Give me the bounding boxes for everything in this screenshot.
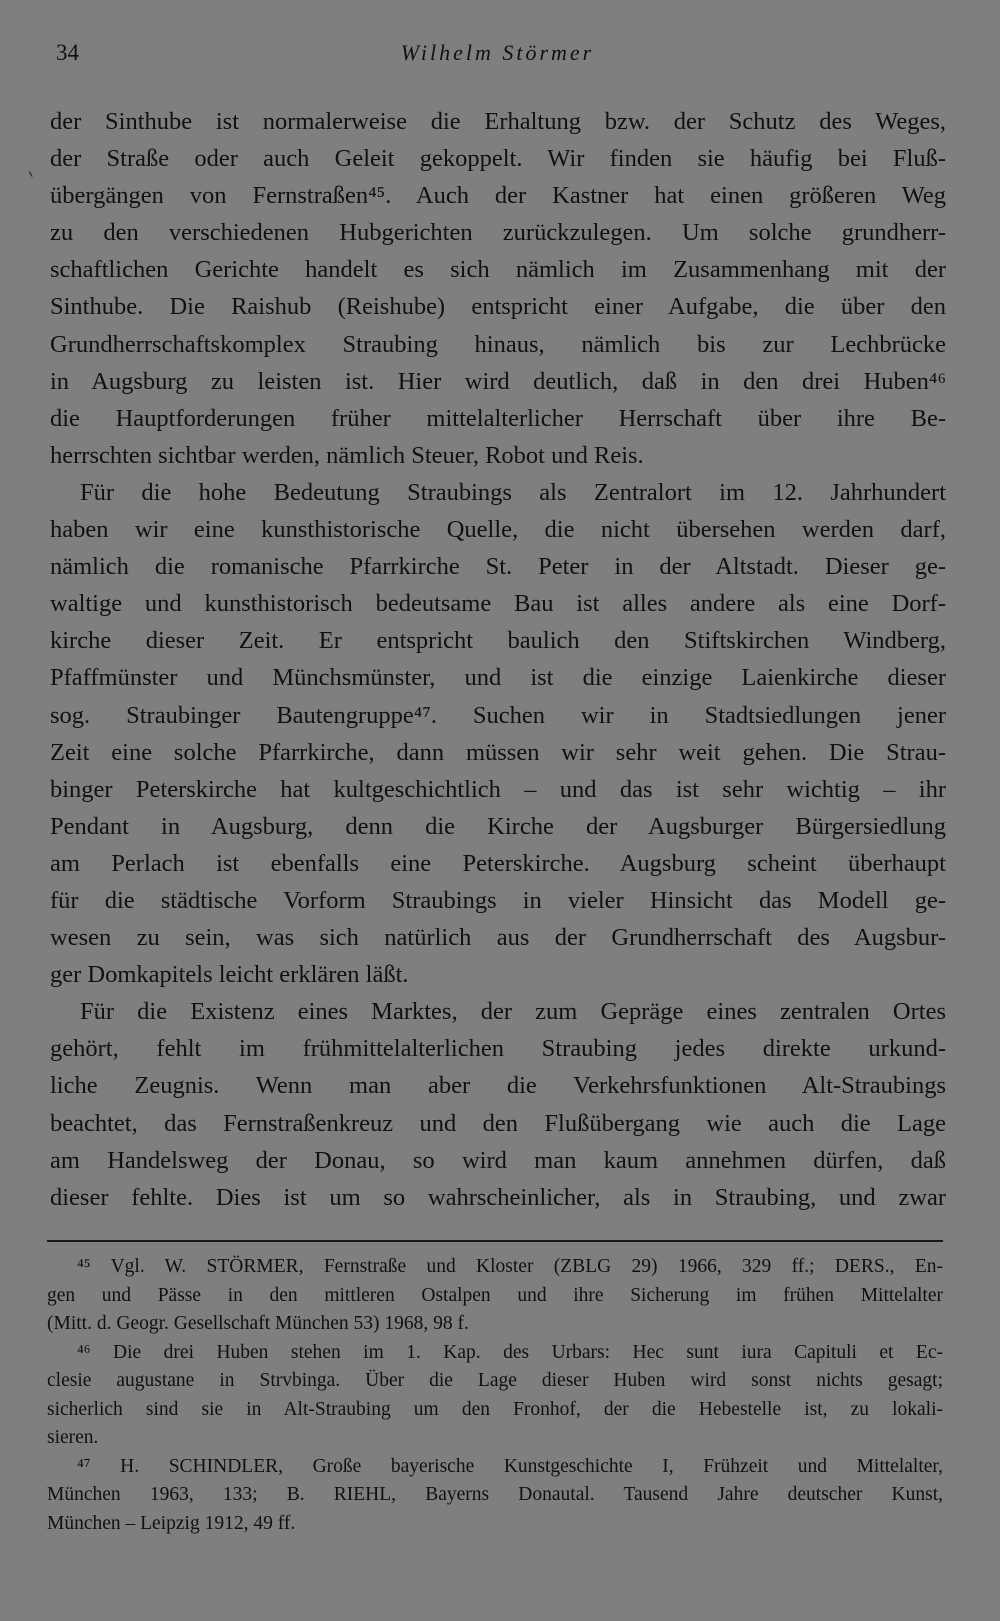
- text-line: herrschten sichtbar werden, nämlich Steuer, Robot und Reis.: [50, 441, 644, 469]
- text-line: der Straße oder auch Geleit gekoppelt. Wir finden sie häufig bei Fluß-: [50, 145, 946, 173]
- text-line: Grundherrschaftskomplex Straubing hinaus, nämlich bis zur Lechbrücke: [50, 330, 946, 358]
- text-line: die Hauptforderungen früher mittelalterlicher Herrschaft über ihre Be-: [50, 404, 946, 432]
- running-title: Wilhelm Störmer: [400, 40, 595, 65]
- running-head: [50, 40, 945, 72]
- text-line: schaftlichen Gerichte handelt es sich nämlich im Zusammenhang mit der: [50, 256, 946, 284]
- text-line: der Sinthube ist normalerweise die Erhaltung bzw. der Schutz des Weges,: [50, 108, 946, 135]
- footnote-line: (Mitt. d. Geogr. Gesellschaft München 53) 1968, 98 f.: [47, 1313, 469, 1334]
- footnote-line: ⁴⁷ H. SCHINDLER, Große bayerische Kunstgeschichte I, Frühzeit und Mittelalter,: [77, 1455, 943, 1477]
- page-number: 34: [56, 40, 79, 65]
- text-line: zu den verschiedenen Hubgerichten zurückzulegen. Um solche grundherr-: [50, 219, 946, 247]
- text-line: gehört, fehlt im frühmittelalterlichen Straubing jedes direkte urkund-: [50, 1035, 946, 1063]
- body-text: [50, 103, 946, 1216]
- text-line: liche Zeugnis. Wenn man aber die Verkehrsfunktionen Alt-Straubings: [50, 1072, 946, 1100]
- text-line: für die städtische Vorform Straubings in vieler Hinsicht das Modell ge-: [50, 886, 946, 914]
- text-line: Pendant in Augsburg, denn die Kirche der Augsburger Bürgersiedlung: [50, 812, 946, 840]
- text-line: Zeit eine solche Pfarrkirche, dann müssen wir sehr weit gehen. Die Strau-: [50, 738, 946, 766]
- text-line: Für die hohe Bedeutung Straubings als Zentralort im 12. Jahrhundert: [80, 478, 946, 506]
- text-line: haben wir eine kunsthistorische Quelle, die nicht übersehen werden darf,: [50, 516, 946, 544]
- text-line: wesen zu sein, was sich natürlich aus der Grundherrschaft des Augsbur-: [50, 924, 946, 952]
- footnote-line: München – Leipzig 1912, 49 ff.: [47, 1512, 296, 1534]
- text-line: binger Peterskirche hat kultgeschichtlich – und das ist sehr wichtig – ihr: [50, 775, 946, 803]
- text-line: ger Domkapitels leicht erklären läßt.: [50, 961, 409, 989]
- footnotes: [47, 1253, 943, 1538]
- text-line: Pfaffmünster und Münchsmünster, und ist die einzige Laienkirche dieser: [50, 664, 946, 692]
- text-line: dieser fehlte. Dies ist um so wahrscheinlicher, als in Straubing, und zwar: [50, 1183, 946, 1211]
- text-line: nämlich die romanische Pfarrkirche St. Peter in der Altstadt. Dieser ge-: [50, 553, 946, 581]
- text-line: kirche dieser Zeit. Er entspricht baulich den Stiftskirchen Windberg,: [50, 627, 946, 655]
- footnote-line: ⁴⁶ Die drei Huben stehen im 1. Kap. des Urbars: Hec sunt iura Capituli et Ec-: [77, 1341, 943, 1363]
- footnote-line: gen und Pässe in den mittleren Ostalpen und ihre Sicherung im frühen Mittelalter: [47, 1284, 943, 1306]
- text-line: am Handelsweg der Donau, so wird man kaum annehmen dürfen, daß: [50, 1146, 946, 1174]
- text-line: sog. Straubinger Bautengruppe⁴⁷. Suchen wir in Stadtsiedlungen jener: [50, 701, 946, 729]
- text-line: am Perlach ist ebenfalls eine Peterskirche. Augsburg scheint überhaupt: [50, 849, 946, 877]
- footnote-line: sieren.: [47, 1427, 99, 1448]
- footnote-line: clesie augustane in Strvbinga. Über die Lage dieser Huben wird sonst nichts gesagt;: [47, 1370, 943, 1391]
- footnote-rule: [47, 1240, 943, 1242]
- footnote-line: sicherlich sind sie in Alt-Straubing um den Fronhof, der die Hebestelle ist, zu lokali-: [47, 1398, 943, 1420]
- text-line: beachtet, das Fernstraßenkreuz und den Flußübergang wie auch die Lage: [50, 1109, 946, 1137]
- text-line: waltige und kunsthistorisch bedeutsame Bau ist alles andere als eine Dorf-: [50, 590, 946, 618]
- text-line: übergängen von Fernstraßen⁴⁵. Auch der Kastner hat einen größeren Weg: [50, 182, 946, 210]
- stray-mark: [29, 169, 36, 177]
- text-line: in Augsburg zu leisten ist. Hier wird deutlich, daß in den drei Huben⁴⁶: [50, 367, 946, 395]
- footnote-line: München 1963, 133; B. RIEHL, Bayerns Donautal. Tausend Jahre deutscher Kunst,: [47, 1484, 943, 1505]
- footnote-line: ⁴⁵ Vgl. W. STÖRMER, Fernstraße und Kloster (ZBLG 29) 1966, 329 ff.; DERS., En-: [77, 1256, 943, 1277]
- text-line: Sinthube. Die Raishub (Reishube) entspricht einer Aufgabe, die über den: [50, 293, 946, 321]
- text-line: Für die Existenz eines Marktes, der zum Gepräge eines zentralen Ortes: [80, 998, 946, 1026]
